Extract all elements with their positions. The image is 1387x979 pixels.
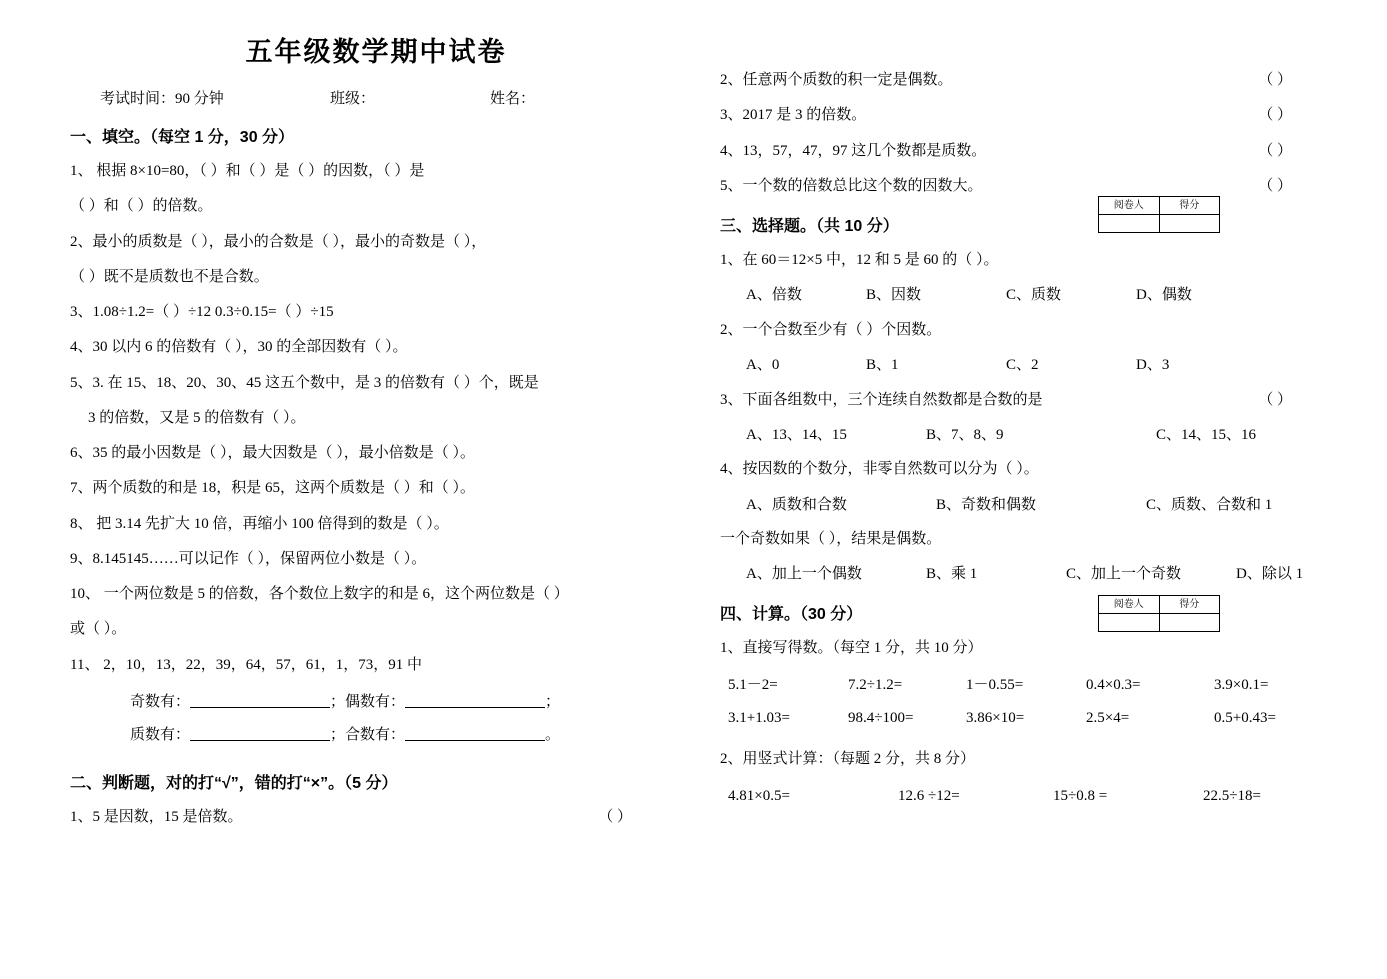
score-box-2 bbox=[1098, 595, 1220, 632]
fill-label-composite: ；合数有： bbox=[330, 726, 406, 743]
calc-item: 7.2÷1.2= bbox=[848, 677, 903, 693]
fill-tail: 。 bbox=[545, 726, 561, 743]
fill-label-even: ；偶数有： bbox=[330, 693, 406, 710]
calc-item: 4.81×0.5= bbox=[728, 788, 790, 805]
choice-option[interactable]: C、2 bbox=[1006, 357, 1039, 373]
judge-answer-paren[interactable]: （ ） bbox=[1258, 72, 1292, 88]
calc-sub-heading: 2、用竖式计算：（每题 2 分，共 8 分） bbox=[720, 751, 976, 767]
judge-answer-paren[interactable]: （ ） bbox=[1258, 142, 1292, 159]
calc-item: 0.5+0.43= bbox=[1214, 710, 1276, 726]
choice-question bbox=[720, 386, 1342, 415]
choice-option[interactable]: B、因数 bbox=[866, 287, 922, 304]
choice-option[interactable]: D、偶数 bbox=[1136, 287, 1192, 304]
choice-option[interactable]: C、14、15、16 bbox=[1156, 426, 1257, 443]
calc-item: 0.4×0.3= bbox=[1086, 677, 1141, 693]
choice-option[interactable]: A、0 bbox=[746, 357, 780, 373]
calc-item: 15÷0.8 = bbox=[1053, 788, 1108, 805]
fill-item: 2、最小的质数是（ ），最小的合数是（ ），最小的奇数是（ ）， bbox=[70, 233, 487, 250]
choice-question: 1、在 60＝12×5 中，12 和 5 是 60 的（ ）。 bbox=[720, 252, 999, 268]
section-2-heading: 二、判断题，对的打“√”，错的打“×”。（5 分） bbox=[70, 774, 398, 792]
fill-item: 9、8.145145……可以记作（ ），保留两位小数是（ ）。 bbox=[70, 550, 427, 567]
judge-item bbox=[720, 101, 1342, 130]
choice-option[interactable]: A、加上一个偶数 bbox=[746, 566, 862, 583]
answer-blank[interactable] bbox=[405, 725, 545, 741]
fill-item: 1、 根据 8×10=80，（ ）和（ ）是（ ）的因数，（ ）是 bbox=[70, 163, 425, 179]
judge-item-text: 5、一个数的倍数总比这个数的因数大。 bbox=[720, 177, 983, 194]
section-3-heading: 三、选择题。（共 10 分） bbox=[720, 218, 899, 235]
judge-item-text: 2、任意两个质数的积一定是偶数。 bbox=[720, 72, 953, 88]
choice-option[interactable]: A、13、14、15 bbox=[746, 426, 847, 443]
choice-question: 一个奇数如果（ ），结果是偶数。 bbox=[720, 531, 942, 547]
fill-item: 8、 把 3.14 先扩大 10 倍，再缩小 100 倍得到的数是（ ）。 bbox=[70, 515, 449, 532]
judge-item-text: 3、2017 是 3 的倍数。 bbox=[720, 107, 867, 124]
judge-item bbox=[720, 172, 1342, 201]
exam-meta bbox=[70, 87, 682, 108]
judge-item bbox=[720, 137, 1342, 166]
calc-item: 5.1－2= bbox=[728, 677, 778, 693]
exam-class: 班级： bbox=[330, 91, 376, 107]
right-column bbox=[690, 18, 1350, 969]
choice-options bbox=[720, 281, 1342, 310]
calc-item: 3.9×0.1= bbox=[1214, 677, 1269, 693]
score-value[interactable] bbox=[1160, 614, 1220, 631]
choice-options bbox=[720, 351, 1342, 380]
calc-item: 3.86×10= bbox=[966, 710, 1025, 726]
choice-option[interactable]: C、加上一个奇数 bbox=[1066, 566, 1182, 583]
fill-tail: ； bbox=[545, 693, 561, 710]
choice-options bbox=[720, 560, 1342, 589]
fill-item: 3 的倍数，又是 5 的倍数有（ ）。 bbox=[88, 409, 306, 426]
calc-row bbox=[720, 780, 1342, 813]
fill-label-prime: 质数有： bbox=[130, 726, 191, 743]
choice-option[interactable]: A、质数和合数 bbox=[746, 496, 847, 513]
choice-options bbox=[720, 421, 1342, 450]
calc-item: 22.5÷18= bbox=[1203, 788, 1261, 805]
choice-option[interactable]: B、7、8、9 bbox=[926, 426, 1004, 443]
answer-blank[interactable] bbox=[190, 692, 330, 708]
answer-blank[interactable] bbox=[405, 692, 545, 708]
fill-item: 3、1.08÷1.2=（ ）÷12 0.3÷0.15=（ ）÷15 bbox=[70, 304, 334, 320]
choice-question-text: 3、下面各组数中，三个连续自然数都是合数的是 bbox=[720, 391, 1043, 408]
section-4-heading: 四、计算。（30 分） bbox=[720, 605, 863, 623]
judge-item bbox=[720, 66, 1342, 95]
judge-answer-paren[interactable]: （ ） bbox=[1258, 177, 1292, 194]
fill-item: 4、30 以内 6 的倍数有（ ），30 的全部因数有（ ）。 bbox=[70, 339, 408, 356]
choice-question: 2、一个合数至少有（ ）个因数。 bbox=[720, 321, 942, 338]
choice-options bbox=[720, 491, 1342, 520]
choice-option[interactable]: C、质数、合数和 1 bbox=[1146, 496, 1273, 513]
calc-item: 1－0.55= bbox=[966, 677, 1024, 693]
judge-answer-paren[interactable]: （ ） bbox=[598, 808, 632, 825]
score-label: 得分 bbox=[1179, 200, 1200, 211]
page-title: 五年级数学期中试卷 bbox=[245, 37, 507, 67]
choice-option[interactable]: B、1 bbox=[866, 357, 899, 373]
fill-item: 6、35 的最小因数是（ ），最大因数是（ ），最小倍数是（ ）。 bbox=[70, 445, 476, 461]
choice-option[interactable]: D、除以 1 bbox=[1236, 566, 1304, 583]
choice-option[interactable]: B、奇数和偶数 bbox=[936, 496, 1037, 513]
choice-option[interactable]: D、3 bbox=[1136, 357, 1170, 373]
choice-option[interactable]: B、乘 1 bbox=[926, 566, 978, 583]
fill-answer-row bbox=[70, 686, 682, 719]
grader-label: 阅卷人 bbox=[1099, 596, 1160, 613]
calc-item: 2.5×4= bbox=[1086, 710, 1130, 726]
answer-blank[interactable] bbox=[190, 725, 330, 741]
choice-option[interactable]: A、倍数 bbox=[746, 287, 802, 304]
choice-answer-paren[interactable]: （ ） bbox=[1258, 391, 1292, 408]
score-box-1 bbox=[1098, 196, 1220, 233]
grader-label: 阅卷人 bbox=[1099, 197, 1160, 214]
fill-item: 5、3. 在 15、18、20、30、45 这五个数中，是 3 的倍数有（ ）个，既是 bbox=[70, 374, 539, 391]
section-1-heading: 一、填空。（每空 1 分，30 分） bbox=[70, 129, 295, 146]
calc-sub-heading: 1、直接写得数。（每空 1 分，共 10 分） bbox=[720, 639, 983, 656]
exam-name: 姓名： bbox=[490, 91, 536, 107]
judge-answer-paren[interactable]: （ ） bbox=[1258, 107, 1292, 124]
judge-item-text: 4、13，57，47，97 这几个数都是质数。 bbox=[720, 142, 987, 159]
judge-item bbox=[70, 803, 682, 832]
calc-row bbox=[720, 669, 1342, 702]
judge-item-text: 1、5 是因数，15 是倍数。 bbox=[70, 808, 243, 825]
grader-value[interactable] bbox=[1099, 614, 1160, 631]
choice-option[interactable]: C、质数 bbox=[1006, 287, 1062, 304]
fill-item: 7、两个质数的和是 18，积是 65，这两个质数是（ ）和（ ）。 bbox=[70, 480, 476, 497]
fill-item: 10、 一个两位数是 5 的倍数，各个数位上数字的和是 6，这个两位数是（ ） bbox=[70, 586, 569, 602]
calc-row bbox=[720, 702, 1342, 735]
fill-answer-row bbox=[70, 719, 682, 752]
score-value[interactable] bbox=[1160, 215, 1220, 232]
exam-time: 考试时间：90 分钟 bbox=[100, 91, 224, 107]
calc-item: 98.4÷100= bbox=[848, 710, 914, 726]
calc-item: 3.1+1.03= bbox=[728, 710, 790, 726]
fill-item: （ ）既不是质数也不是合数。 bbox=[70, 268, 269, 285]
fill-item: 11、 2，10，13，22，39，64，57，61，1，73，91 中 bbox=[70, 656, 422, 673]
score-label: 得分 bbox=[1179, 599, 1200, 610]
choice-question: 4、按因数的个数分，非零自然数可以分为（ ）。 bbox=[720, 461, 1039, 478]
fill-item: （ ）和（ ）的倍数。 bbox=[70, 198, 213, 215]
calc-item: 12.6 ÷12= bbox=[898, 788, 960, 805]
left-column bbox=[30, 18, 690, 969]
grader-value[interactable] bbox=[1099, 215, 1160, 232]
fill-label-odd: 奇数有： bbox=[130, 693, 191, 710]
fill-item: 或（ ）。 bbox=[70, 621, 127, 638]
